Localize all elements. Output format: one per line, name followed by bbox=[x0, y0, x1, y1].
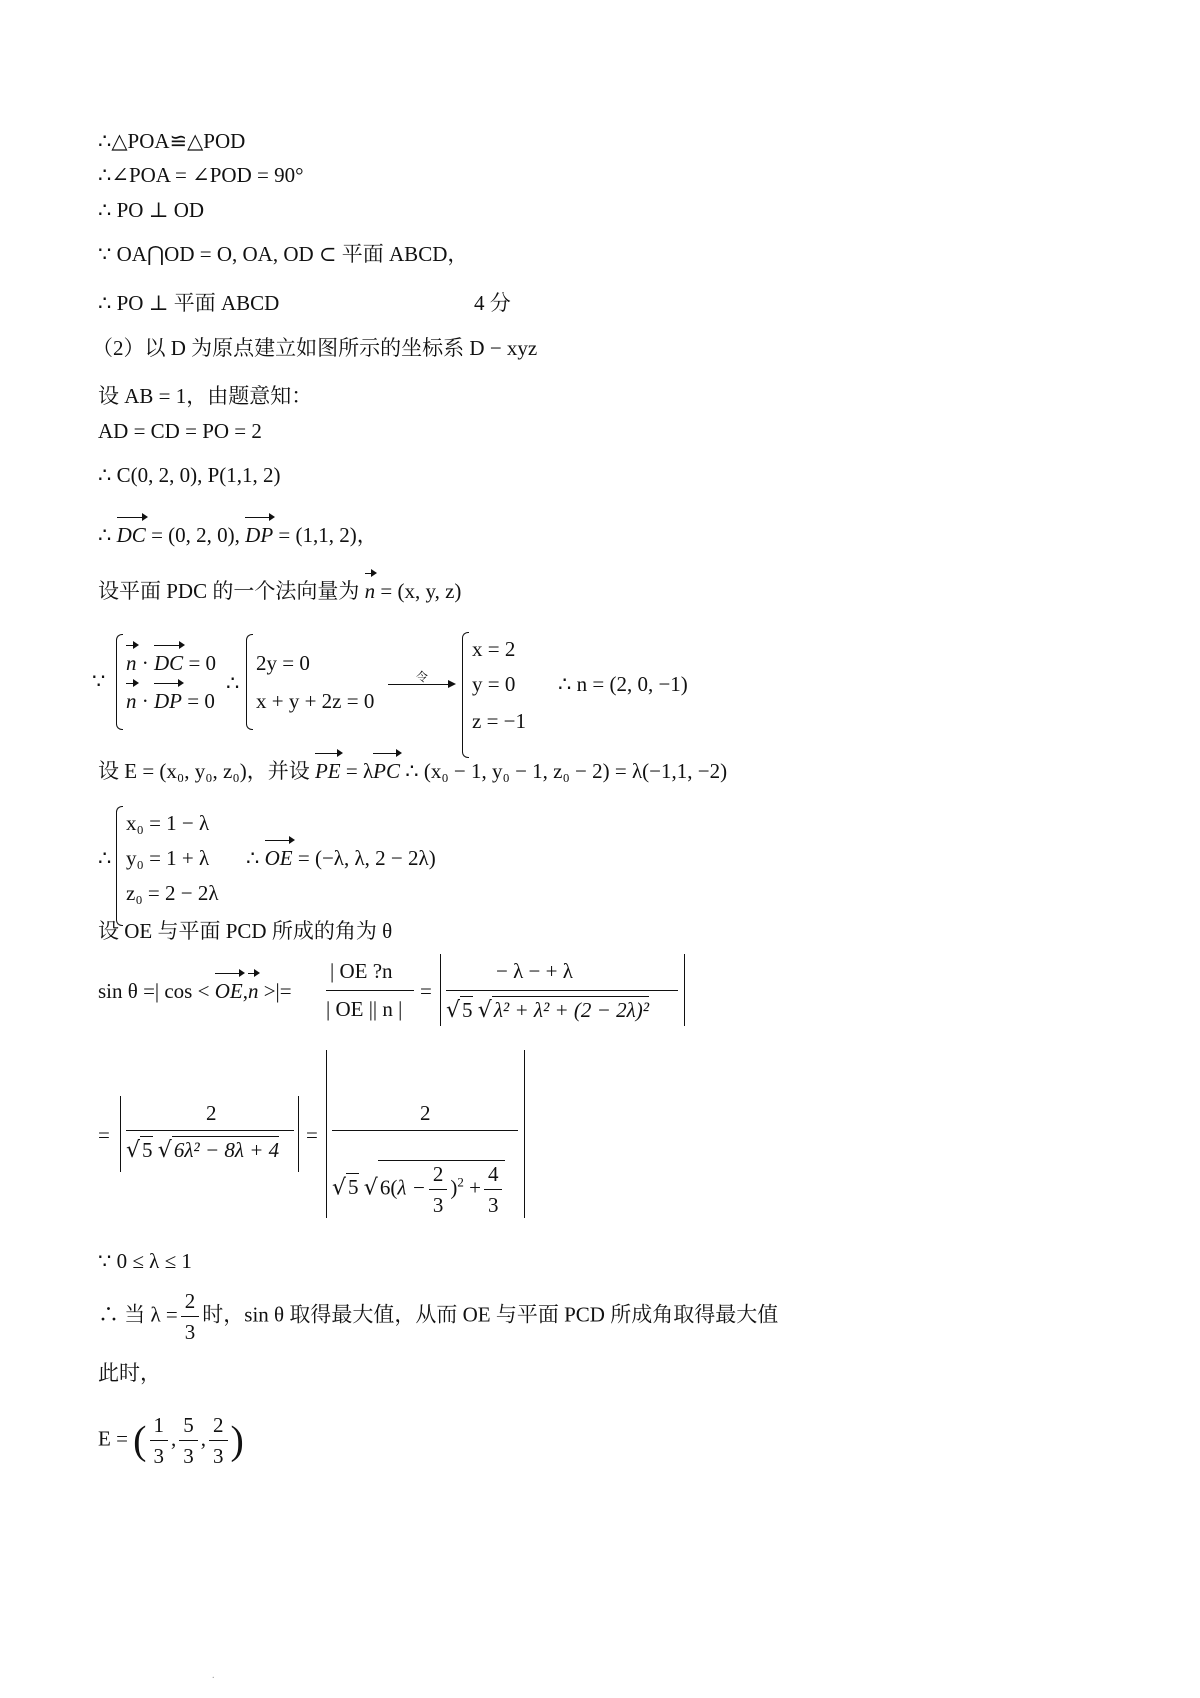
line-point-e bbox=[98, 758, 727, 784]
sin-lhs: sin θ =| cos < OE,n >|= bbox=[98, 979, 292, 1003]
eq-n-dp bbox=[126, 688, 215, 714]
condition-line: ∵ 0 ≤ λ ≤ 1 bbox=[98, 1249, 192, 1273]
sin2-frac1-bar bbox=[126, 1130, 294, 1131]
frac-2-3-num: 2 bbox=[432, 1162, 444, 1186]
eq1-dot: · bbox=[136, 651, 154, 675]
oe-prefix: ∴ bbox=[246, 846, 260, 870]
frac-2-3 bbox=[429, 1161, 448, 1218]
eq-y0-lambda: y₀ = 1 + λ bbox=[126, 846, 210, 870]
vector-pc: PC bbox=[373, 759, 400, 783]
sin-eq: = bbox=[420, 979, 432, 1003]
when-prefix: ∴ 当 λ = bbox=[98, 1302, 178, 1327]
eq-x0: x₀ = 1 − λ bbox=[126, 811, 210, 835]
eq2-val: = 0 bbox=[182, 689, 215, 713]
eq-x2: x = 2 bbox=[472, 637, 516, 661]
sqrt-5-b: 5 bbox=[142, 1138, 153, 1162]
oe-value: = (−λ, λ, 2 − 2λ) bbox=[292, 846, 436, 870]
line-normal-vector bbox=[98, 578, 461, 604]
final-c-den: 3 bbox=[209, 1440, 228, 1469]
sin2-den2 bbox=[332, 1160, 505, 1218]
eq-2y: 2y = 0 bbox=[256, 651, 310, 675]
sin-frac2-bar bbox=[446, 990, 678, 991]
sin2-eq2: = bbox=[306, 1123, 318, 1147]
vector-dc: DC bbox=[116, 523, 146, 547]
eq-y0: y = 0 bbox=[472, 672, 516, 696]
sqrt-icon-6: √ bbox=[363, 1175, 378, 1201]
sin2-num1: 2 bbox=[206, 1101, 217, 1125]
inner2-plus: + bbox=[469, 1175, 481, 1200]
abs-bar-left-1 bbox=[440, 954, 441, 1026]
final-lhs: E = bbox=[98, 1426, 128, 1451]
footer-dot: . bbox=[212, 1670, 215, 1681]
eq1-n: n bbox=[126, 651, 137, 675]
when-suffix: 时，sin θ 取得最大值，从而 OE 与平面 PCD 所成角取得最大值 bbox=[202, 1302, 779, 1327]
vector-dp: DP bbox=[245, 523, 274, 547]
final-frac-c bbox=[209, 1412, 228, 1469]
sqrt-big: 6(λ − $\frac{2}{3}$ )$^2$ + $\frac{4}{3}$ bbox=[378, 1160, 506, 1218]
when-den: 3 bbox=[181, 1316, 200, 1345]
sqrt-inner-b: 6λ² − 8λ + 4 bbox=[173, 1138, 280, 1162]
sin-num1: | OE ?n bbox=[330, 959, 393, 983]
sqrt-icon-2: √ bbox=[477, 998, 492, 1023]
final-a-num: 1 bbox=[153, 1413, 164, 1437]
abs-bar-right-2 bbox=[298, 1096, 299, 1172]
part2-heading: （2）以 D 为原点建立如图所示的坐标系 D − xyz bbox=[92, 336, 538, 360]
frac-4-3-den: 3 bbox=[484, 1189, 503, 1218]
sin2-den1 bbox=[126, 1136, 279, 1164]
frac-4-3-num: 4 bbox=[487, 1162, 499, 1186]
sqrt-icon: √ bbox=[446, 998, 461, 1023]
e-mid: = λ bbox=[340, 759, 374, 783]
sqrt-5-c: 5 bbox=[348, 1175, 359, 1200]
sin2-num2: 2 bbox=[420, 1101, 431, 1125]
sqrt-inner: λ² + λ² + (2 − 2λ)² bbox=[493, 998, 649, 1022]
brace-4 bbox=[116, 806, 123, 926]
sqrt-icon-4: √ bbox=[157, 1138, 172, 1163]
final-b-num: 5 bbox=[183, 1413, 194, 1437]
oe-vector-line bbox=[246, 845, 436, 871]
final-c-num: 2 bbox=[213, 1413, 224, 1437]
line-angles: ∴∠POA = ∠POD = 90° bbox=[98, 163, 304, 187]
sin-frac1-bar bbox=[326, 990, 414, 991]
angle-line: 设 OE 与平面 PCD 所成的角为 θ bbox=[98, 919, 393, 943]
abs-bar-right-1 bbox=[684, 954, 685, 1026]
eq2-n: n bbox=[126, 689, 137, 713]
final-a-den: 3 bbox=[150, 1440, 169, 1469]
sin-n: n bbox=[247, 979, 259, 1003]
normal-tuple: = (x, y, z) bbox=[375, 579, 462, 603]
sqrt-icon-3: √ bbox=[126, 1138, 141, 1163]
sqrt-5: 5 bbox=[462, 998, 473, 1022]
inner2-lambda: λ − bbox=[397, 1175, 426, 1200]
sin-rhs: >|= bbox=[258, 979, 292, 1003]
vector-dp-value: = (1,1, 2)， bbox=[273, 523, 378, 547]
abs-bar-right-3 bbox=[524, 1050, 525, 1218]
eq-z-1: z = −1 bbox=[472, 709, 527, 733]
vector-oe: OE bbox=[264, 846, 293, 870]
sin-text: sin θ =| cos < bbox=[98, 979, 210, 1003]
arrow-head-icon bbox=[448, 680, 456, 688]
sin-oe: OE bbox=[214, 979, 243, 1003]
eq2-dp: DP bbox=[154, 689, 182, 713]
sin2-frac2-bar bbox=[332, 1130, 518, 1131]
e-end: ∴ (x₀ − 1, y₀ − 1, z₀ − 2) = λ(−1,1, −2) bbox=[399, 759, 728, 783]
vector-pe: PE bbox=[314, 759, 341, 783]
now-line: 此时， bbox=[98, 1361, 161, 1385]
line-lengths: AD = CD = PO = 2 bbox=[98, 419, 262, 443]
because-symbol: ∵ bbox=[92, 669, 106, 693]
sqrt-icon-5: √ bbox=[332, 1175, 347, 1201]
eq-z0: z₀ = 2 − 2λ bbox=[126, 881, 219, 905]
line-congruent: ∴△POA≌△POD bbox=[98, 129, 246, 153]
eq2-dot: · bbox=[136, 689, 154, 713]
line-perp-plane: ∴ PO ⊥ 平面 ABCD bbox=[98, 291, 280, 315]
inner2-6: 6 bbox=[379, 1175, 391, 1200]
eq-xyz: x + y + 2z = 0 bbox=[256, 689, 375, 713]
e-text: 设 E = (x₀, y₀, z₀)，并设 bbox=[98, 759, 310, 783]
frac-2-3-den: 3 bbox=[429, 1189, 448, 1218]
line-coords: ∴ C(0, 2, 0), P(1,1, 2) bbox=[98, 463, 281, 487]
eq-n-dc bbox=[126, 650, 216, 676]
when-frac bbox=[181, 1288, 200, 1345]
line-vectors bbox=[98, 522, 378, 548]
abs-bar-left-2 bbox=[120, 1096, 121, 1172]
frac-4-3 bbox=[484, 1161, 503, 1218]
line-perp-od: ∴ PO ⊥ OD bbox=[98, 198, 205, 222]
max-line bbox=[98, 1288, 778, 1345]
normal-text: 设平面 PDC 的一个法向量为 bbox=[98, 579, 360, 603]
therefore-symbol-3: ∴ bbox=[98, 846, 112, 870]
normal-n: n bbox=[364, 579, 376, 603]
arrow-line bbox=[388, 684, 450, 685]
score-label: 4 分 bbox=[474, 291, 511, 315]
brace-3 bbox=[462, 632, 469, 758]
arrow-label: 令 bbox=[416, 670, 429, 684]
final-e: E = ( $\frac{1}{3}$ , $\frac{5}{3}$ , $\frac{2}{3}$ ) bbox=[98, 1413, 244, 1468]
abs-bar-left-3 bbox=[326, 1050, 327, 1218]
line-setup: 设 AB = 1，由题意知： bbox=[98, 384, 313, 408]
normal-result: ∴ n = (2, 0, −1) bbox=[558, 672, 688, 696]
vector-dc-value: = (0, 2, 0), bbox=[145, 523, 240, 547]
sin-num2: − λ − + λ bbox=[496, 959, 573, 983]
brace-1 bbox=[116, 634, 123, 730]
final-frac-a bbox=[150, 1412, 169, 1469]
therefore-symbol: ∴ bbox=[98, 523, 112, 547]
line-intersection: ∵ OA⋂OD = O, OA, OD ⊂ 平面 ABCD， bbox=[98, 242, 469, 266]
sin2-eq: = bbox=[98, 1123, 110, 1147]
when-num: 2 bbox=[184, 1289, 196, 1313]
brace-2 bbox=[246, 634, 253, 730]
final-b-den: 3 bbox=[179, 1440, 198, 1469]
sin-den1: | OE || n | bbox=[326, 997, 403, 1021]
eq1-dc: DC bbox=[154, 651, 184, 675]
eq1-val: = 0 bbox=[183, 651, 217, 675]
sin-den2 bbox=[446, 996, 649, 1024]
final-frac-b bbox=[179, 1412, 198, 1469]
therefore-symbol-2: ∴ bbox=[226, 671, 240, 695]
